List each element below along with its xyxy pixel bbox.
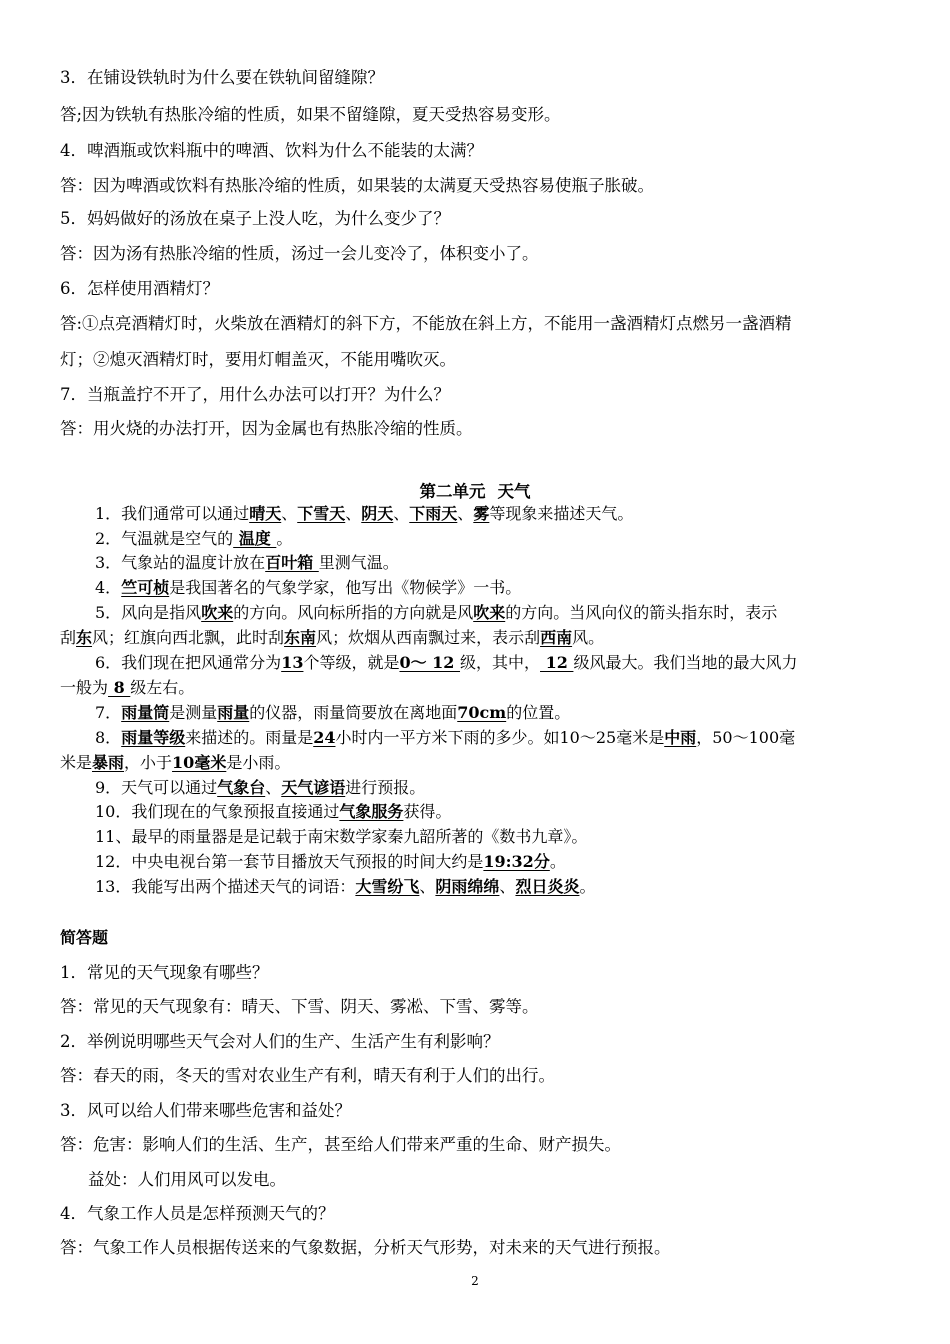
fill-answer: 8 [108, 678, 131, 697]
fill-text: 级风最大。我们当地的最大风力 [573, 653, 798, 672]
fill-answer: 阴雨绵绵 [435, 877, 500, 896]
fill-answer: 竺可桢 [121, 578, 170, 597]
fill-answer: 70cm [457, 703, 507, 722]
fill-text: 5．风向是指风 [95, 603, 202, 622]
fill-answer: 中雨 [664, 728, 697, 747]
fill-item-8-line2 [60, 752, 890, 774]
fill-text: 的位置。 [506, 703, 571, 722]
answer-7: 答：用火烧的办法打开，因为金属也有热胀冷缩的性质。 [60, 419, 473, 438]
fill-answer: 东南 [284, 628, 317, 647]
sa-question-1: 1．常见的天气现象有哪些？ [60, 963, 269, 982]
fill-text: 风；炊烟从西南飘过来，表示刮 [316, 628, 541, 647]
unit-number: 第二单元 [419, 482, 486, 501]
fill-text: 4． [95, 578, 122, 597]
fill-text: 级，其中， [460, 653, 541, 672]
answer-3: 答;因为铁轨有热胀冷缩的性质，如果不留缝隙，夏天受热容易变形。 [60, 105, 561, 124]
fill-text: 级左右。 [130, 678, 195, 697]
fill-item-1 [95, 503, 890, 525]
fill-answer: 雨量 [217, 703, 250, 722]
sa-question-2: 2．举例说明哪些天气会对人们的生产、生活产生有利影响？ [60, 1032, 500, 1051]
answer-6-line2: 灯；②熄灭酒精灯时，要用灯帽盖灭，不能用嘴吹灭。 [60, 350, 456, 369]
fill-item-11 [95, 826, 890, 848]
fill-text: 风；红旗向西北飘，此时刮 [92, 628, 285, 647]
question-3: 3．在铺设铁轨时为什么要在铁轨间留缝隙？ [60, 68, 384, 87]
fill-answer: 10毫米 [172, 753, 227, 772]
fill-text: 的方向。当风向仪的箭头指东时，表示 [505, 603, 778, 622]
fill-item-7 [95, 702, 890, 724]
fill-text: 。 [276, 529, 293, 548]
fill-item-2 [95, 528, 890, 550]
fill-text: 等现象来描述天气。 [489, 504, 634, 523]
fill-text: 个等级，就是 [303, 653, 400, 672]
fill-answer: 气象服务 [339, 802, 404, 821]
fill-answer: 天气谚语 [281, 778, 346, 797]
fill-answer: 晴天 [249, 504, 282, 523]
fill-item-5-line1 [95, 602, 890, 624]
unit-name: 天气 [497, 482, 531, 501]
fill-item-8-line1 [95, 727, 890, 749]
question-6: 6．怎样使用酒精灯？ [60, 279, 219, 298]
fill-item-6-line1 [95, 652, 890, 674]
fill-text: 、 [393, 504, 410, 523]
fill-text: 是小雨。 [226, 753, 291, 772]
fill-text: 来描述的。雨量是 [185, 728, 314, 747]
sa-answer-1: 答：常见的天气现象有：晴天、下雪、阴天、雾凇、下雪、雾等。 [60, 997, 539, 1016]
fill-answer: 24 [313, 728, 336, 747]
fill-text: 。 [579, 877, 596, 896]
fill-answer: 阴天 [361, 504, 394, 523]
fill-answer: 烈日炎炎 [515, 877, 580, 896]
fill-answer: 雨量筒 [121, 703, 170, 722]
fill-answer: 0～ 12 [399, 653, 461, 672]
fill-item-10 [95, 801, 890, 823]
fill-answer: 吹来 [473, 603, 506, 622]
answer-5: 答：因为汤有热胀冷缩的性质，汤过一会儿变冷了，体积变小了。 [60, 244, 539, 263]
fill-answer: 东 [76, 628, 93, 647]
sa-question-4: 4．气象工作人员是怎样预测天气的？ [60, 1204, 335, 1223]
fill-text: 是测量 [169, 703, 218, 722]
question-4: 4．啤酒瓶或饮料瓶中的啤酒、饮料为什么不能装的太满？ [60, 141, 483, 160]
fill-text: 获得。 [403, 802, 452, 821]
fill-text: 8． [95, 728, 122, 747]
fill-text: 10．我们现在的气象预报直接通过 [95, 802, 340, 821]
fill-text: 刮 [60, 628, 77, 647]
fill-text: 9．天气可以通过 [95, 778, 218, 797]
fill-answer: 下雨天 [409, 504, 458, 523]
fill-text: 3．气象站的温度计放在 [95, 553, 266, 572]
fill-text: 米是 [60, 753, 93, 772]
fill-answer: 吹来 [201, 603, 234, 622]
sa-answer-3-line2: 益处：人们用风可以发电。 [88, 1170, 286, 1189]
unit-heading [0, 478, 950, 502]
answer-4: 答：因为啤酒或饮料有热胀冷缩的性质，如果装的太满夏天受热容易使瓶子胀破。 [60, 176, 654, 195]
fill-text: 里测气温。 [318, 553, 399, 572]
fill-answer: 雾 [473, 504, 490, 523]
fill-answer: 12 [540, 653, 574, 672]
fill-text: 13．我能写出两个描述天气的词语： [95, 877, 356, 896]
fill-item-6-line2 [60, 677, 890, 699]
sa-answer-2: 答：春天的雨，冬天的雪对农业生产有利，晴天有利于人们的出行。 [60, 1066, 555, 1085]
fill-text: 12．中央电视台第一套节目播放天气预报的时间大约是 [95, 852, 484, 871]
fill-answer: 百叶箱 [265, 553, 319, 572]
question-7: 7．当瓶盖拧不开了，用什么办法可以打开？为什么？ [60, 385, 450, 404]
fill-text: 6．我们现在把风通常分为 [95, 653, 282, 672]
fill-item-9 [95, 777, 890, 799]
fill-text: 、 [265, 778, 282, 797]
fill-text: 7． [95, 703, 122, 722]
fill-text: 、 [499, 877, 516, 896]
fill-text: 的仪器，雨量筒要放在离地面 [249, 703, 458, 722]
fill-answer: 下雪天 [297, 504, 346, 523]
fill-answer: 雨量等级 [121, 728, 186, 747]
fill-text: ，50～100毫 [696, 728, 796, 747]
fill-text: 、 [457, 504, 474, 523]
fill-text: 、 [419, 877, 436, 896]
fill-text: 、 [281, 504, 298, 523]
fill-text: 风。 [572, 628, 605, 647]
section-title-short-answer: 简答题 [60, 928, 109, 947]
sa-answer-3: 答：危害：影响人们的生活、生产，甚至给人们带来严重的生命、财产损失。 [60, 1135, 621, 1154]
fill-text: 小时内一平方米下雨的多少。如10～25毫米是 [335, 728, 665, 747]
fill-text: 进行预报。 [345, 778, 426, 797]
fill-text: 2．气温就是空气的 [95, 529, 234, 548]
fill-answer: 大雪纷飞 [355, 877, 420, 896]
fill-answer: 西南 [540, 628, 573, 647]
fill-answer: 温度 [233, 529, 277, 548]
fill-text: 1．我们通常可以通过 [95, 504, 250, 523]
fill-item-13 [95, 876, 890, 898]
fill-answer: 气象台 [217, 778, 266, 797]
fill-answer: 19:32分 [483, 852, 550, 871]
fill-text: ，小于 [124, 753, 173, 772]
question-5: 5．妈妈做好的汤放在桌子上没人吃，为什么变少了？ [60, 209, 450, 228]
answer-6-line1: 答:①点亮酒精灯时，火柴放在酒精灯的斜下方，不能放在斜上方，不能用一盏酒精灯点燃另一盏酒精 [60, 314, 792, 333]
fill-answer: 暴雨 [92, 753, 125, 772]
fill-text: 一般为 [60, 678, 109, 697]
fill-item-4 [95, 577, 890, 599]
fill-text: 。 [549, 852, 566, 871]
fill-text: 、 [345, 504, 362, 523]
fill-text: 是我国著名的气象学家，他写出《物候学》一书。 [169, 578, 522, 597]
fill-item-5-line2 [60, 627, 890, 649]
fill-answer: 13 [281, 653, 304, 672]
fill-item-3 [95, 552, 890, 574]
sa-question-3: 3．风可以给人们带来哪些危害和益处？ [60, 1101, 351, 1120]
fill-item-12 [95, 851, 890, 873]
sa-answer-4: 答：气象工作人员根据传送来的气象数据，分析天气形势，对未来的天气进行预报。 [60, 1238, 671, 1257]
fill-text: 11、最早的雨量器是是记载于南宋数学家秦九韶所著的《数书九章》。 [95, 827, 588, 846]
page-number: 2 [471, 1274, 479, 1288]
fill-text: 的方向。风向标所指的方向就是风 [233, 603, 474, 622]
